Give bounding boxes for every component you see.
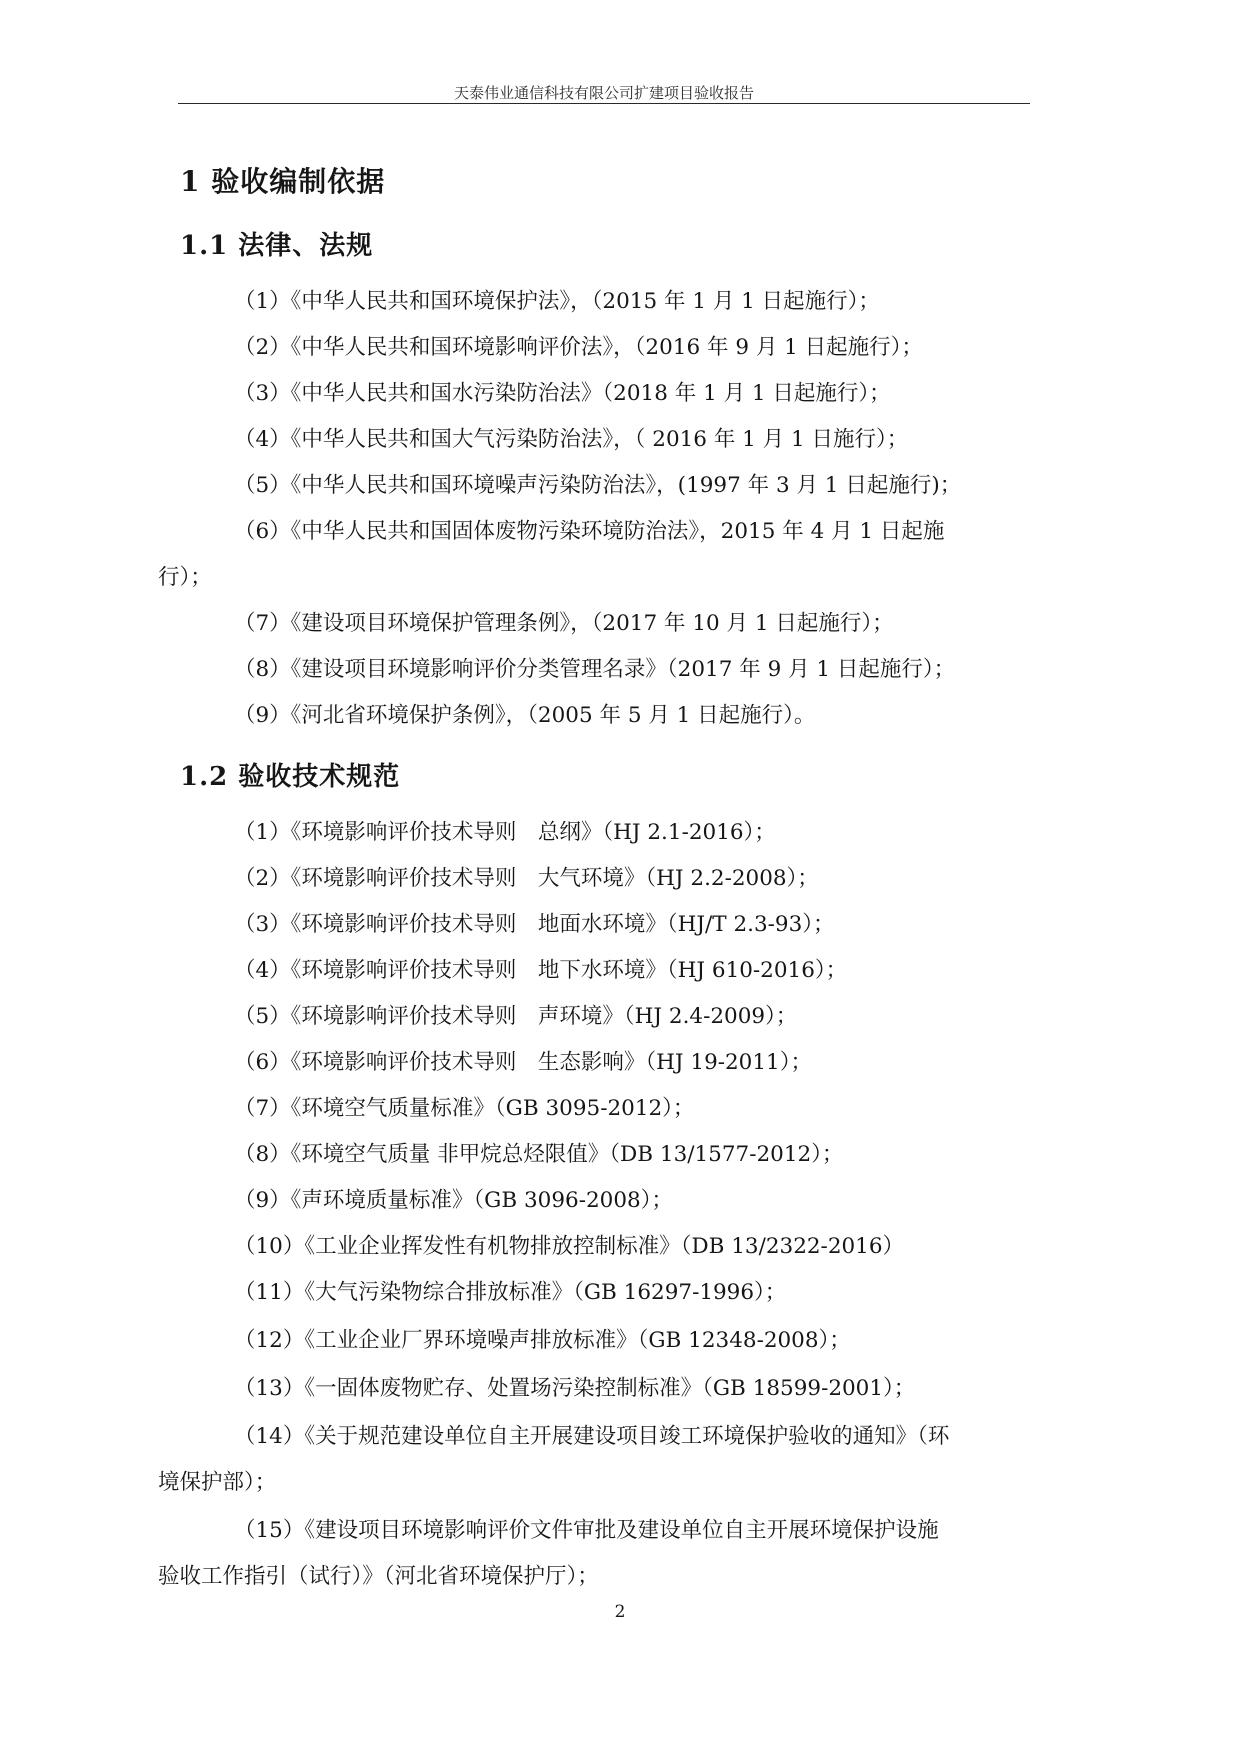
spec-item: （9）《声环境质量标准》（GB 3096-2008）； xyxy=(234,1188,673,1213)
spec-item: （5）《环境影响评价技术导则 声环境》（HJ 2.4-2009）； xyxy=(234,1004,798,1029)
law-item: （3）《中华人民共和国水污染防治法》（2018 年 1 月 1 日起施行）； xyxy=(234,381,891,406)
spec-item: （8）《环境空气质量 非甲烷总烃限值》（DB 13/1577-2012）； xyxy=(234,1142,844,1167)
spec-item: （6）《环境影响评价技术导则 生态影响》（HJ 19-2011）； xyxy=(234,1050,812,1075)
law-item: （9）《河北省环境保护条例》，（2005 年 5 月 1 日起施行）。 xyxy=(234,703,816,728)
law-item: （5）《中华人民共和国环境噪声污染防治法》，(1997 年 3 月 1 日起施行)； xyxy=(234,473,962,498)
spec-item: （3）《环境影响评价技术导则 地面水环境》（HJ/T 2.3-93）； xyxy=(234,912,835,937)
law-item: （2）《中华人民共和国环境影响评价法》，（2016 年 9 月 1 日起施行）； xyxy=(234,335,923,360)
spec-item: （15）《建设项目环境影响评价文件审批及建设单位自主开展环境保护设施 xyxy=(234,1518,939,1543)
spec-item: （11）《大气污染物综合排放标准》（GB 16297-1996）； xyxy=(234,1280,787,1305)
header-rule xyxy=(178,103,1030,104)
spec-item: （2）《环境影响评价技术导则 大气环境》（HJ 2.2-2008）； xyxy=(234,866,819,891)
page-number: 2 xyxy=(614,1602,626,1622)
law-item: （6）《中华人民共和国固体废物污染环境防治法》，2015 年 4 月 1 日起施 xyxy=(234,519,945,544)
section-heading-1: 1 验收编制依据 xyxy=(180,165,386,198)
law-item: （4）《中华人民共和国大气污染防治法》，（ 2016 年 1 月 1 日施行）； xyxy=(234,427,909,452)
spec-item: （12）《工业企业厂界环境噪声排放标准》（GB 12348-2008）； xyxy=(234,1328,851,1353)
section-heading-1-2: 1.2 验收技术规范 xyxy=(180,762,401,792)
law-item: （7）《建设项目环境保护管理条例》，（2017 年 10 月 1 日起施行）； xyxy=(234,611,894,636)
spec-item: （13）《一固体废物贮存、处置场污染控制标准》（GB 18599-2001）； xyxy=(234,1376,916,1401)
spec-item-continuation: 验收工作指引（试行）》（河北省环境保护厅）； xyxy=(158,1564,599,1589)
spec-item: （7）《环境空气质量标准》（GB 3095-2012）； xyxy=(234,1096,695,1121)
spec-item: （14）《关于规范建设单位自主开展建设项目竣工环境保护验收的通知》（环 xyxy=(234,1424,950,1449)
section-heading-1-1: 1.1 法律、法规 xyxy=(180,231,374,261)
spec-item: （10）《工业企业挥发性有机物排放控制标准》（DB 13/2322-2016） xyxy=(234,1234,905,1259)
spec-item-continuation: 境保护部）； xyxy=(158,1470,277,1495)
page-header: 天泰伟业通信科技有限公司扩建项目验收报告 xyxy=(453,84,754,102)
law-item-continuation: 行）； xyxy=(158,565,212,590)
spec-item: （1）《环境影响评价技术导则 总纲》（HJ 2.1-2016）； xyxy=(234,820,776,845)
spec-item: （4）《环境影响评价技术导则 地下水环境》（HJ 610-2016）； xyxy=(234,958,848,983)
law-item: （1）《中华人民共和国环境保护法》，（2015 年 1 月 1 日起施行）； xyxy=(234,289,880,314)
law-item: （8）《建设项目环境影响评价分类管理名录》（2017 年 9 月 1 日起施行）； xyxy=(234,657,956,682)
